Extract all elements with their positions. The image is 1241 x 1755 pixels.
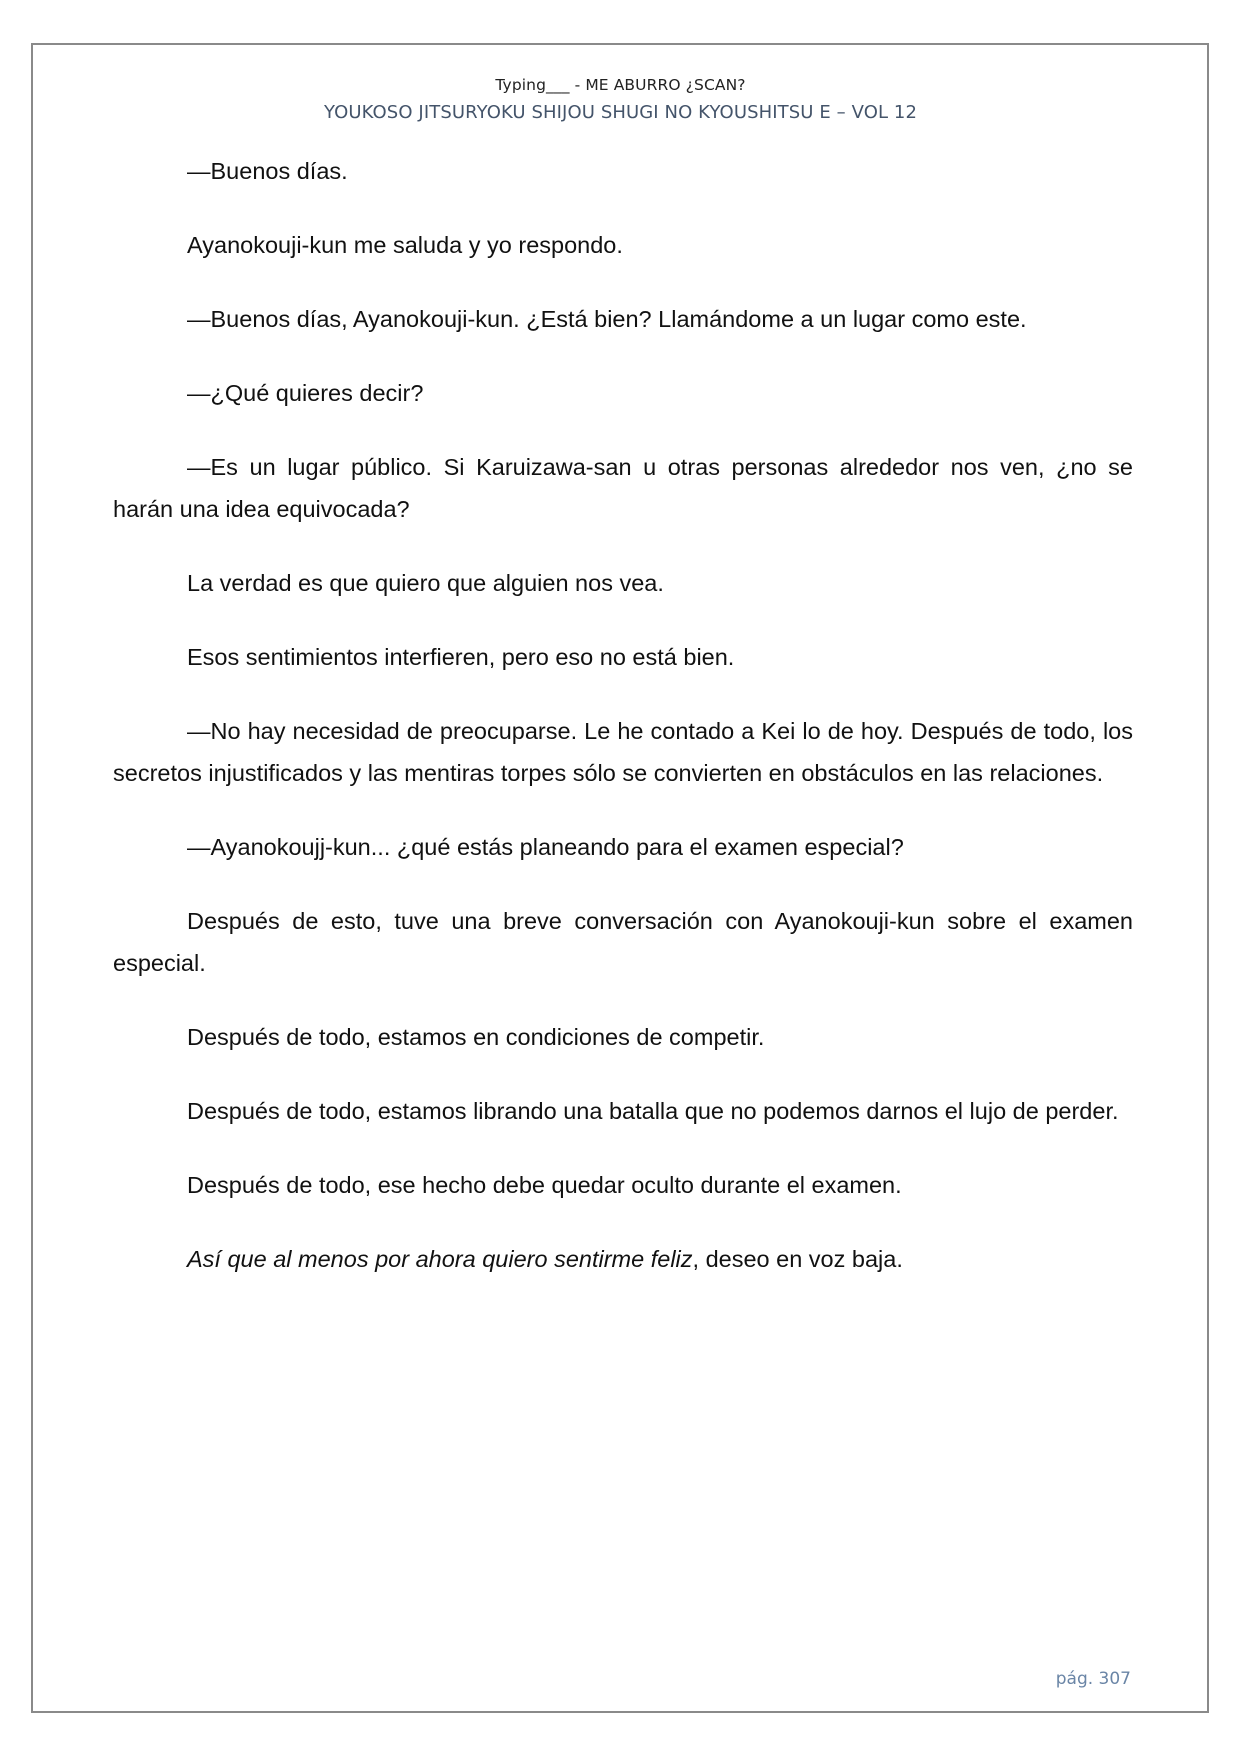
paragraph: Después de esto, tuve una breve conversación con Ayanokouji-kun sobre el examen especial. bbox=[113, 908, 1133, 976]
paragraph: —No hay necesidad de preocuparse. Le he contado a Kei lo de hoy. Después de todo, los secretos injustificados y las mentiras torpes sólo se convierten en obstáculos en las relaciones. bbox=[113, 718, 1133, 786]
page-number: pág. 307 bbox=[1055, 1669, 1131, 1689]
paragraph: —¿Qué quieres decir? bbox=[187, 380, 424, 406]
body-text bbox=[113, 150, 1133, 1312]
paragraph: Esos sentimientos interfieren, pero eso no está bien. bbox=[187, 644, 735, 670]
paragraph-last-rest: , deseo en voz baja. bbox=[692, 1246, 903, 1272]
italic-thought: Así que al menos por ahora quiero sentirme feliz bbox=[187, 1246, 693, 1272]
paragraph: Después de todo, estamos librando una batalla que no podemos darnos el lujo de perder. bbox=[187, 1098, 1119, 1124]
paragraph: La verdad es que quiero que alguien nos vea. bbox=[187, 570, 664, 596]
header-book-title: YOUKOSO JITSURYOKU SHIJOU SHUGI NO KYOUSHITSU E – VOL 12 bbox=[323, 102, 918, 123]
paragraph-last bbox=[113, 1238, 1133, 1280]
paragraph: Después de todo, ese hecho debe quedar oculto durante el examen. bbox=[187, 1172, 902, 1198]
paragraph: —Es un lugar público. Si Karuizawa-san u otras personas alrededor nos ven, ¿no se harán una idea equivocada? bbox=[113, 454, 1133, 522]
paragraph: —Ayanokoujj-kun... ¿qué estás planeando para el examen especial? bbox=[187, 834, 904, 860]
paragraph: Ayanokouji-kun me saluda y yo respondo. bbox=[187, 232, 623, 258]
paragraph: Después de todo, estamos en condiciones de competir. bbox=[187, 1024, 765, 1050]
paragraph: —Buenos días, Ayanokouji-kun. ¿Está bien? Llamándome a un lugar como este. bbox=[187, 306, 1027, 332]
paragraph: —Buenos días. bbox=[187, 158, 348, 184]
header-scan-credit: Typing___ - ME ABURRO ¿SCAN? bbox=[495, 76, 746, 94]
